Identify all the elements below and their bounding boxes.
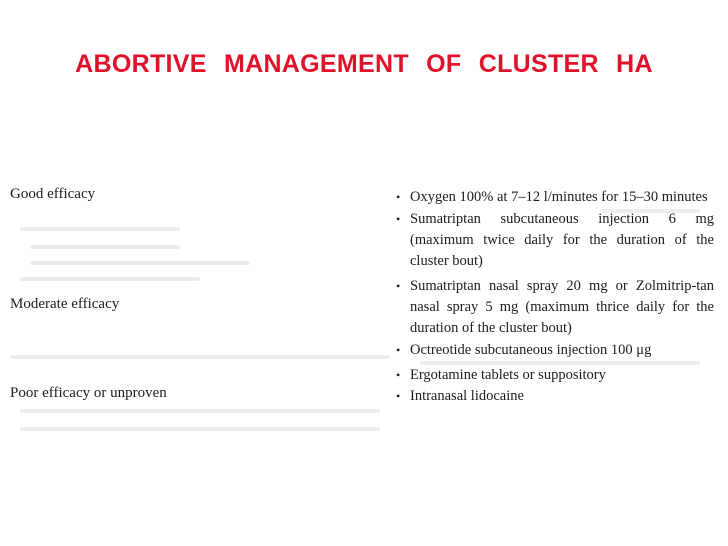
slide-title: ABORTIVE MANAGEMENT OF CLUSTER HA	[75, 50, 653, 78]
category-moderate-efficacy: Moderate efficacy	[10, 296, 120, 312]
scan-artifact	[20, 277, 200, 281]
category-poor-efficacy: Poor efficacy or unproven	[10, 385, 167, 401]
bullet-symbol: •	[396, 212, 401, 226]
treatment-list	[396, 187, 714, 409]
treatment-text: Octreotide subcutaneous injection 100 μg	[410, 342, 652, 358]
bullet-symbol: •	[396, 389, 401, 403]
scan-artifact	[20, 227, 180, 231]
scan-artifact	[20, 409, 380, 413]
treatment-text: Intranasal lidocaine	[410, 388, 524, 404]
scan-artifact	[20, 427, 380, 431]
treatment-item	[396, 276, 714, 339]
treatment-item	[396, 365, 714, 386]
treatment-text: Sumatriptan nasal spray 20 mg or Zolmitrip-tan nasal spray 5 mg (maximum thrice daily for the duration of the cluster bout)	[410, 278, 714, 336]
bullet-symbol: •	[396, 343, 401, 357]
bullet-symbol: •	[396, 190, 401, 204]
treatment-item	[396, 340, 714, 361]
treatment-text: Sumatriptan subcutaneous injection 6 mg (maximum twice daily for the duration of the cluster bout)	[410, 211, 714, 269]
treatment-item	[396, 187, 714, 208]
scan-artifact	[30, 245, 180, 249]
bullet-symbol: •	[396, 368, 401, 382]
treatment-text: Oxygen 100% at 7–12 l/minutes for 15–30 minutes	[410, 189, 708, 205]
treatment-item	[396, 209, 714, 272]
category-good-efficacy: Good efficacy	[10, 186, 96, 202]
scanned-table	[0, 165, 728, 450]
scan-artifact	[30, 261, 250, 265]
scan-artifact	[10, 355, 390, 359]
treatment-text: Ergotamine tablets or suppository	[410, 367, 606, 383]
bullet-symbol: •	[396, 279, 401, 293]
treatment-item	[396, 386, 714, 407]
